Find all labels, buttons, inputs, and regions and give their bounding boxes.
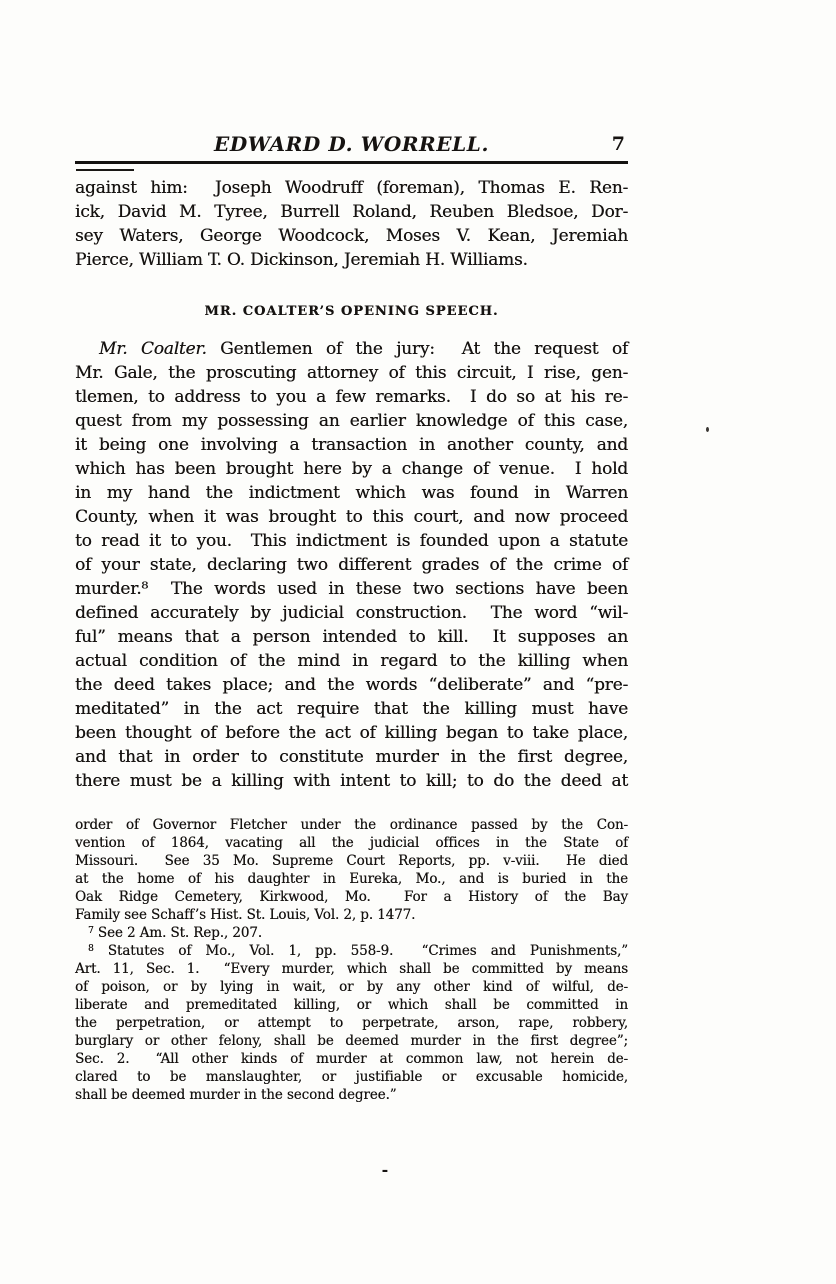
speech-line: tlemen, to address to you a few remarks. I do so at his re- xyxy=(75,387,628,407)
margin-ink-speck xyxy=(706,427,709,432)
speech-line: defined accurately by judicial construction. The word “wil- xyxy=(75,603,628,623)
speech-line: to read it to you. This indictment is founded upon a statute xyxy=(75,531,628,551)
section-heading: MR. COALTER’S OPENING SPEECH. xyxy=(204,304,499,319)
speech-paragraph xyxy=(75,337,628,793)
page-title: EDWARD D. WORRELL. xyxy=(213,132,490,156)
footnote-line: order of Governor Fletcher under the ordinance passed by the Con- xyxy=(75,817,628,833)
speech-line: which has been brought here by a change of venue. I hold xyxy=(75,459,628,479)
footnote-8-first-line-text: Statutes of Mo., Vol. 1, pp. 558-9. “Crimes and Punishments,” xyxy=(107,943,628,959)
footnote-line: at the home of his daughter in Eureka, Mo., and is buried in the xyxy=(75,871,628,887)
speech-line: been thought of before the act of killing began to take place, xyxy=(75,723,628,743)
speech-line: Mr. Gale, the proscuting attorney of this circuit, I rise, gen- xyxy=(75,363,628,383)
footnote-8 xyxy=(75,942,628,1104)
speech-lines xyxy=(75,361,628,793)
speech-line: and that in order to constitute murder in the first degree, xyxy=(75,747,628,767)
footnote-line: the perpetration, or attempt to perpetrate, arson, rape, robbery, xyxy=(75,1015,628,1031)
jury-list-line: ick, David M. Tyree, Burrell Roland, Reuben Bledsoe, Dor- xyxy=(75,202,628,222)
speaker-name-italic: Mr. Coalter. xyxy=(99,339,207,359)
speech-line: it being one involving a transaction in another county, and xyxy=(75,435,628,455)
footnote-line: clared to be manslaughter, or justifiable or excusable homicide, xyxy=(75,1069,628,1085)
speech-line: County, when it was brought to this court, and now proceed xyxy=(75,507,628,527)
footnote-7-text: See 2 Am. St. Rep., 207. xyxy=(97,925,262,941)
footnote-line: Art. 11, Sec. 1. “Every murder, which shall be committed by means xyxy=(75,961,628,977)
header-rule xyxy=(75,161,628,164)
printers-mark: - xyxy=(381,1160,389,1179)
jury-list-line: Pierce, William T. O. Dickinson, Jeremiah H. Williams. xyxy=(75,250,528,270)
footnote-line: liberate and premeditated killing, or which shall be committed in xyxy=(75,997,628,1013)
speech-line: actual condition of the mind in regard to the killing when xyxy=(75,651,628,671)
speech-line: murder.⁸ The words used in these two sections have been xyxy=(75,579,628,599)
speech-line: the deed takes place; and the words “deliberate” and “pre- xyxy=(75,675,628,695)
speech-line: ful” means that a person intended to kill. It supposes an xyxy=(75,627,628,647)
footnote-line: vention of 1864, vacating all the judicial offices in the State of xyxy=(75,835,628,851)
footnote-line: of poison, or by lying in wait, or by any other kind of wilful, de- xyxy=(75,979,628,995)
footnote-7 xyxy=(75,924,628,942)
footnote-line: Family see Schaff’s Hist. St. Louis, Vol. 2, p. 1477. xyxy=(75,907,416,923)
footnote-8-lines xyxy=(75,960,628,1104)
footnote-7-marker: 7 xyxy=(88,926,94,936)
jury-list-line: against him: Joseph Woodruff (foreman), Thomas E. Ren- xyxy=(75,178,628,198)
footnote-8-first-line xyxy=(75,942,628,960)
speech-line: of your state, declaring two different grades of the crime of xyxy=(75,555,628,575)
speech-first-line-rest: Gentlemen of the jury: At the request of xyxy=(220,339,628,359)
footnote-line: Sec. 2. “All other kinds of murder at common law, not herein de- xyxy=(75,1051,628,1067)
page-number: 7 xyxy=(611,133,625,155)
rule-print-flaw xyxy=(76,169,134,171)
jury-list-paragraph xyxy=(75,176,628,272)
speech-line: meditated” in the act require that the killing must have xyxy=(75,699,628,719)
running-header xyxy=(75,132,628,158)
speech-first-line xyxy=(75,337,628,361)
footnote-line: Oak Ridge Cemetery, Kirkwood, Mo. For a History of the Bay xyxy=(75,889,628,905)
speech-line: in my hand the indictment which was found in Warren xyxy=(75,483,628,503)
speech-line: there must be a killing with intent to kill; to do the deed at xyxy=(75,771,628,791)
footnote-8-marker: 8 xyxy=(88,944,94,954)
footnote-line: Missouri. See 35 Mo. Supreme Court Reports, pp. v-viii. He died xyxy=(75,853,628,869)
footnote-section xyxy=(75,816,628,1104)
speech-line: quest from my possessing an earlier knowledge of this case, xyxy=(75,411,628,431)
jury-list-line: sey Waters, George Woodcock, Moses V. Kean, Jeremiah xyxy=(75,226,628,246)
footnote-continuation xyxy=(75,816,628,924)
footnote-line: shall be deemed murder in the second degree.” xyxy=(75,1087,397,1103)
footnote-line: burglary or other felony, shall be deemed murder in the first degree”; xyxy=(75,1033,628,1049)
